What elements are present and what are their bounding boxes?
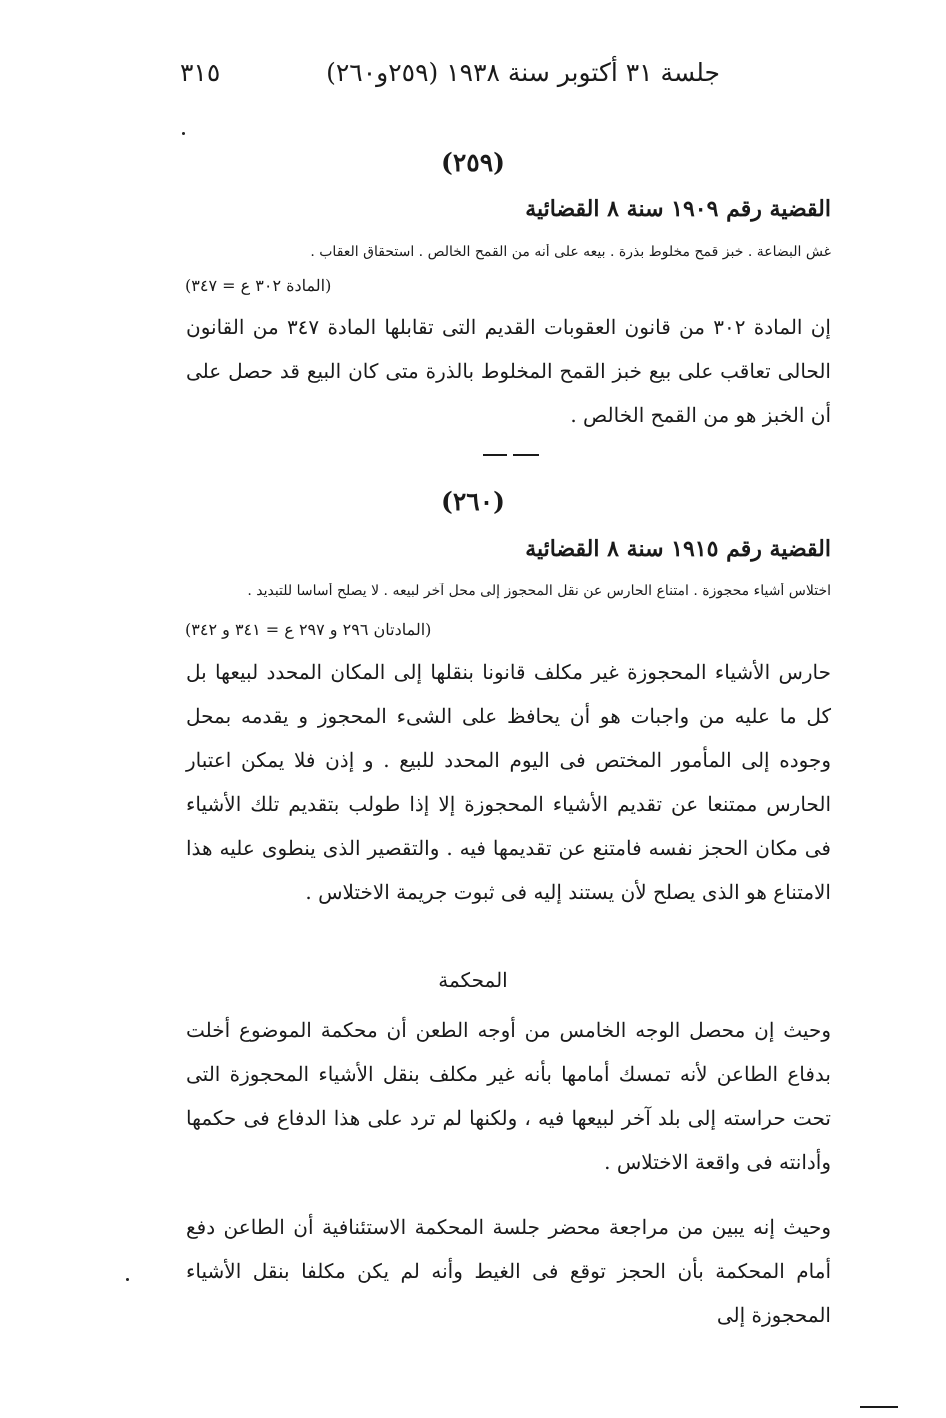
case-259-title: القضية رقم ١٩٠٩ سنة ٨ القضائية [525,196,831,222]
case-259-legal-reference: (المادة ٣٠٢ ع = ٣٤٧) [185,276,332,295]
case-260-title: القضية رقم ١٩١٥ سنة ٨ القضائية [525,536,831,562]
scan-speck [126,1278,129,1281]
case-260-number: (٢٦٠) [441,487,505,516]
section-divider [483,454,539,456]
case-259-number: (٢٥٩) [441,148,505,177]
ruling-paragraph-2: وحيث إنه يبين من مراجعة محضر جلسة المحكمة الاستئنافية أن الطاعن دفع أمام المحكمة بأن الحجز توقع فى الغيط وأنه لم يكن مكلفا بنقل الأشياء المحجوزة إلى [186,1215,831,1327]
case-260-principle: حارس الأشياء المحجوزة غير مكلف قانونا بنقلها إلى المكان المحدد لبيعها بل كل ما عليه من واجبات هو أن يحافظ على الشىء المحجوز و يقدمه بمحل وجوده إلى المأمور المختص فى اليوم المحدد للبيع . و إذن فلا يمكن اعتبار الحارس ممتنعا عن تقديم الأشياء المحجوزة إلا إذا طولب بتقديم تلك الأشياء فى مكان الحجز نفسه فامتنع عن تقديمها فيه . والتقصير الذى ينطوى عليه هذا الامتناع هو الذى يصلح لأن يستند إليه فى ثبوت جريمة الاختلاس . [186,660,831,904]
running-header [180,58,720,98]
ruling-heading: المحكمة [438,968,508,992]
case-259-summary: غش البضاعة . خبز قمح مخلوط بذرة . بيعه على أنه من القمح الخالص . استحقاق العقاب . [310,244,831,260]
page-number: ٣١٥ [180,58,221,87]
header-title: جلسة ٣١ أكتوبر سنة ١٩٣٨ (٢٥٩و٢٦٠) [326,58,720,87]
ruling-paragraph-1: وحيث إن محصل الوجه الخامس من أوجه الطعن أن محكمة الموضوع أخلت بدفاع الطاعن لأنه تمسك أمامها بأنه غير مكلف بنقل الأشياء المحجوزة التى تحت حراسته إلى بلد آخر لبيعها فيه ، ولكنها لم ترد على هذا الدفاع فى حكمها وأدانته فى واقعة الاختلاس . [186,1018,831,1174]
footer-rule [860,1406,898,1408]
case-259-principle: إن المادة ٣٠٢ من قانون العقوبات القديم التى تقابلها المادة ٣٤٧ من القانون الحالى تعاقب على بيع خبز القمح المخلوط بالذرة متى كان البيع قد حصل على أن الخبز هو من القمح الخالص . [186,315,831,427]
case-260-summary: اختلاس أشياء محجوزة . امتناع الحارس عن نقل المحجوز إلى محل آخر لبيعه . لا يصلح أساسا للتبديد . [247,583,831,599]
case-260-legal-reference: (المادتان ٢٩٦ و ٢٩٧ ع = ٣٤١ و ٣٤٢) [185,620,432,639]
scan-speck [182,132,185,135]
